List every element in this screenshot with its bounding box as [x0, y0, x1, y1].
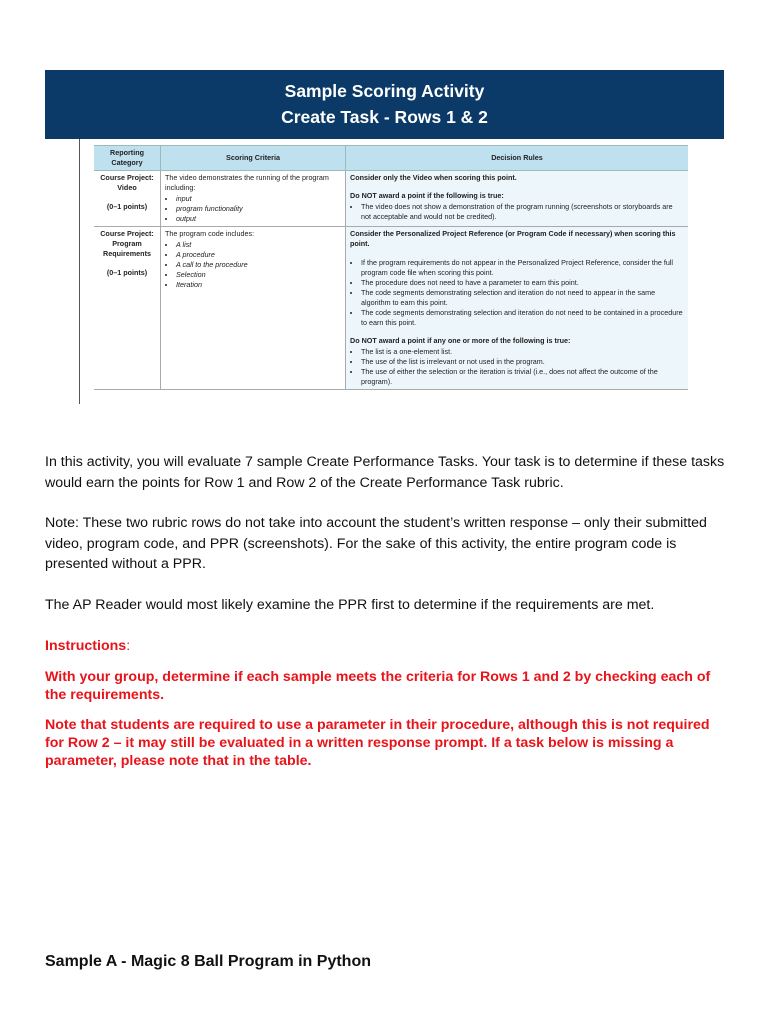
title-banner [45, 70, 724, 139]
list-item: • The use of the list is irrelevant or not used in the program. [361, 357, 684, 367]
header-criteria: Scoring Criteria [161, 146, 346, 171]
row2-category: Course Project: Program Requirements [100, 229, 154, 258]
list-item: • Selection [176, 270, 341, 280]
list-item: • The video does not show a demonstration of the program running (screenshots or storyboards are not acceptable and would not be credited). [361, 202, 684, 222]
list-item: • If the program requirements do not appear in the Personalized Project Reference, consider the full program code file when scoring this point. [361, 258, 684, 278]
rubric-row-program [94, 227, 688, 390]
row1-points: (0–1 points) [106, 202, 148, 211]
header-rules: Decision Rules [346, 146, 689, 171]
margin-rule [79, 139, 80, 404]
rubric-table [94, 145, 688, 390]
header-category: Reporting Category [94, 146, 161, 171]
list-item: • A call to the procedure [176, 260, 341, 270]
row2-criteria-cell [161, 227, 346, 390]
instructions-label-text: Instructions [45, 638, 127, 654]
rubric-row-video [94, 171, 688, 227]
note-paragraph: Note: These two rubric rows do not take into account the student’s written response – only their submitted video, program code, and PPR (screenshots). For the sake of this activity, the entire program code is presented without a PPR. [45, 515, 707, 572]
row2-criteria-list [165, 240, 341, 290]
row1-rules-lead: Consider only the Video when scoring this point. [350, 173, 517, 182]
sample-a-heading: Sample A - Magic 8 Ball Program in Python [45, 953, 371, 970]
row1-criteria-list [165, 194, 341, 224]
row1-category-cell [94, 171, 161, 227]
list-item: • A list [176, 240, 341, 250]
instructions-group-paragraph: With your group, determine if each sample meets the criteria for Rows 1 and 2 by checking each of the requirements. [45, 669, 711, 703]
instructions-label [45, 636, 725, 657]
row1-criteria-cell [161, 171, 346, 227]
list-item: • Iteration [176, 280, 341, 290]
instructions-colon: : [126, 638, 131, 654]
intro-paragraph: In this activity, you will evaluate 7 sample Create Performance Tasks. Your task is to determine if these tasks would earn the points for Row 1 and Row 2 of the Create Performance Task rubric. [45, 454, 725, 491]
banner-subtitle: Create Task - Rows 1 & 2 [281, 107, 488, 127]
row2-rules-cell [346, 227, 689, 390]
row1-criteria-intro: The video demonstrates the running of the program including: [165, 173, 329, 192]
row2-rules-heading: Do NOT award a point if any one or more of the following is true: [350, 336, 571, 345]
reader-paragraph: The AP Reader would most likely examine the PPR first to determine if the requirements are met. [45, 597, 655, 613]
list-item: • A procedure [176, 250, 341, 260]
row2-criteria-intro: The program code includes: [165, 229, 255, 238]
row2-rules-list [350, 258, 684, 328]
rubric-header-row [94, 146, 688, 171]
list-item: • input [176, 194, 341, 204]
row1-rules-cell [346, 171, 689, 227]
row1-rules-heading: Do NOT award a point if the following is true: [350, 191, 504, 200]
row1-rules-list [350, 202, 684, 222]
list-item: • The use of either the selection or the iteration is trivial (i.e., does not affect the outcome of the program). [361, 367, 684, 387]
instructions-parameter-paragraph: Note that students are required to use a parameter in their procedure, although this is not required for Row 2 – it may still be evaluated in a written response prompt. If a task below is missing a parameter, please note that in the table. [45, 717, 710, 769]
row2-points: (0–1 points) [106, 268, 148, 277]
row2-rules-list-2 [350, 347, 684, 387]
list-item: • The procedure does not need to have a parameter to earn this point. [361, 278, 684, 288]
list-item: • program functionality [176, 204, 341, 214]
row2-category-cell [94, 227, 161, 390]
list-item: • output [176, 214, 341, 224]
row1-category: Course Project: Video [100, 173, 154, 192]
list-item: • The code segments demonstrating selection and iteration do not need to appear in the same algorithm to earn this point. [361, 288, 684, 308]
row2-rules-lead: Consider the Personalized Project Reference (or Program Code if necessary) when scoring this point. [350, 229, 676, 248]
list-item: • The list is a one-element list. [361, 347, 684, 357]
list-item: • The code segments demonstrating selection and iteration do not need to be contained in a procedure to earn this point. [361, 308, 684, 328]
banner-title: Sample Scoring Activity [284, 81, 485, 101]
